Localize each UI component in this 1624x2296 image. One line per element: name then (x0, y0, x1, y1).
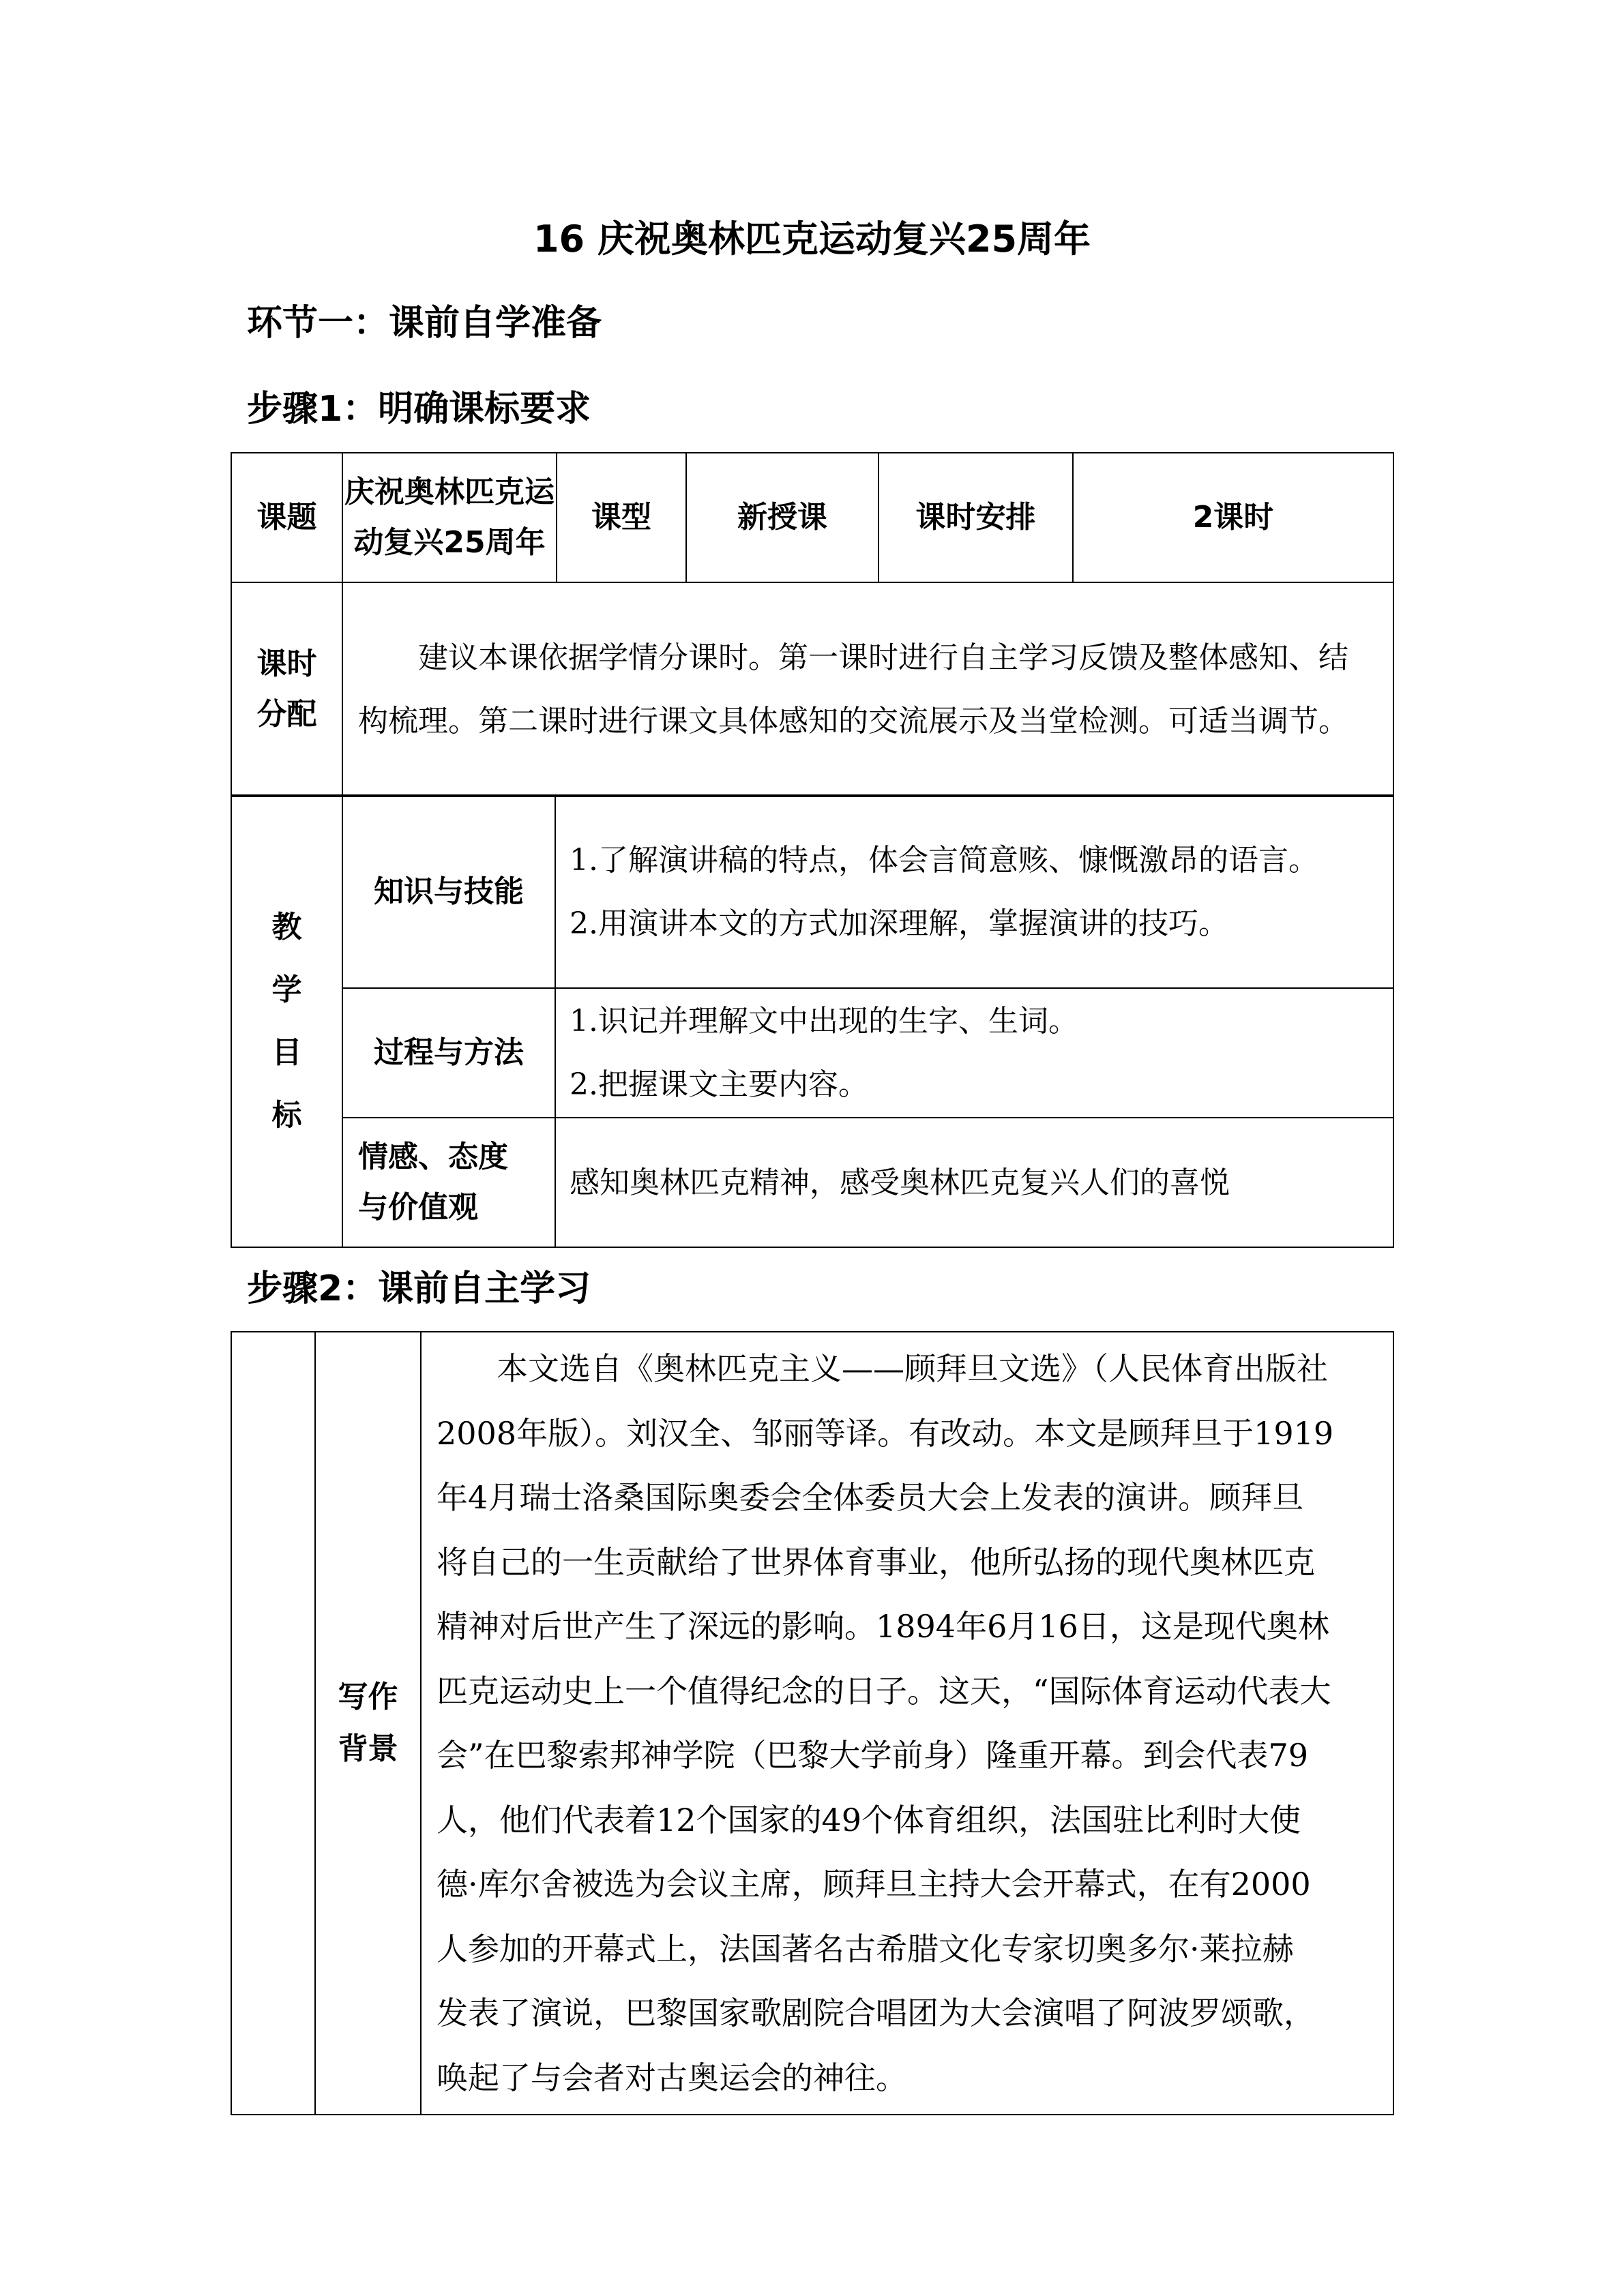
bg-line-3: 年4月瑞士洛桑国际奥委会全体委员大会上发表的演讲。顾拜旦 (437, 1479, 1304, 1516)
step1-heading: 步骤1：明确课标要求 (247, 389, 591, 430)
emotion-label-line1: 情感、态度 (358, 1139, 508, 1174)
bg-line-8: 人，他们代表着12个国家的49个体育组织，法国驻比利时大使 (437, 1801, 1301, 1838)
process-methods-label: 过程与方法 (342, 988, 555, 1118)
emotion-values-text: 感知奥林匹克精神，感受奥林匹克复兴人们的喜悦 (555, 1118, 1393, 1247)
process-line-2: 2.把握课文主要内容。 (570, 1067, 868, 1102)
blank-cell (231, 1332, 315, 2115)
writing-background-text (421, 1332, 1393, 2115)
bg-line-11: 发表了演说，巴黎国家歌剧院合唱团为大会演唱了阿波罗颂歌， (437, 1995, 1315, 2031)
allocation-label-line2: 分配 (256, 697, 317, 732)
lesson-title-line1: 庆祝奥林匹克运 (344, 475, 555, 509)
lesson-title-line2: 动复兴25周年 (353, 525, 546, 560)
bg-line-9: 德·库尔舍被选为会议主席，顾拜旦主持大会开幕式，在有2000 (437, 1866, 1311, 1903)
bg-line-2: 2008年版）。刘汉全、邹丽等译。有改动。本文是顾拜旦于1919 (437, 1414, 1334, 1452)
emotion-values-label (342, 1118, 555, 1247)
section-heading: 环节一：课前自学准备 (247, 303, 602, 344)
type-label: 课型 (557, 453, 686, 582)
teaching-goals-char-4: 标 (271, 1097, 302, 1133)
page-title: 16 庆祝奥林匹克运动复兴25周年 (533, 218, 1091, 260)
bg-line-4: 将自己的一生贡献给了世界体育事业，他所弘扬的现代奥林匹克 (437, 1543, 1315, 1581)
self-study-table (231, 1331, 1394, 2115)
knowledge-line-2: 2.用演讲本文的方式加深理解，掌握演讲的技巧。 (570, 906, 1228, 941)
bg-line-12: 唤起了与会者对古奥运会的神往。 (437, 2059, 907, 2096)
process-methods-text (555, 988, 1393, 1118)
writing-background-label-line1: 写作 (338, 1680, 398, 1714)
knowledge-skills-label: 知识与技能 (342, 795, 555, 988)
emotion-label-line2: 与价值观 (358, 1190, 478, 1225)
writing-background-label (315, 1332, 421, 2115)
bg-line-6: 匹克运动史上一个值得纪念的日子。这天，“国际体育运动代表大 (437, 1672, 1331, 1710)
teaching-goals-label (231, 795, 342, 1247)
teaching-goals-char-1: 教 (271, 909, 302, 944)
hours-label: 课时安排 (879, 453, 1073, 582)
teaching-goals-char-2: 学 (271, 972, 302, 1007)
bg-line-5: 精神对后世产生了深远的影响。1894年6月16日，这是现代奥林 (437, 1608, 1329, 1645)
knowledge-line-1: 1.了解演讲稿的特点，体会言简意赅、慷慨激昂的语言。 (570, 842, 1318, 878)
bg-line-7: 会”在巴黎索邦神学院（巴黎大学前身）隆重开幕。到会代表79 (437, 1737, 1309, 1774)
bg-line-10: 人参加的开幕式上，法国著名古希腊文化专家切奥多尔·莱拉赫 (437, 1930, 1294, 1967)
goals-table (231, 794, 1394, 1248)
lesson-title-cell (342, 453, 557, 582)
type-value: 新授课 (686, 453, 879, 582)
writing-background-label-line2: 背景 (338, 1731, 398, 1766)
allocation-text: 建议本课依据学情分课时。第一课时进行自主学习反馈及整体感知、结构梳理。第二课时进行课文具体感知的交流展示及当堂检测。可适当调节。 (342, 582, 1393, 796)
allocation-label-line1: 课时 (256, 646, 317, 681)
teaching-goals-char-3: 目 (271, 1034, 302, 1070)
allocation-label (231, 582, 342, 796)
process-line-1: 1.识记并理解文中出现的生字、生词。 (570, 1004, 1078, 1039)
knowledge-skills-text (555, 795, 1393, 988)
hours-value: 2课时 (1073, 453, 1393, 582)
step2-heading: 步骤2：课前自主学习 (247, 1268, 591, 1309)
lesson-label: 课题 (231, 453, 342, 582)
bg-line-1: 本文选自《奥林匹克主义——顾拜旦文选》（人民体育出版社 (497, 1350, 1328, 1387)
curriculum-table (231, 452, 1394, 797)
